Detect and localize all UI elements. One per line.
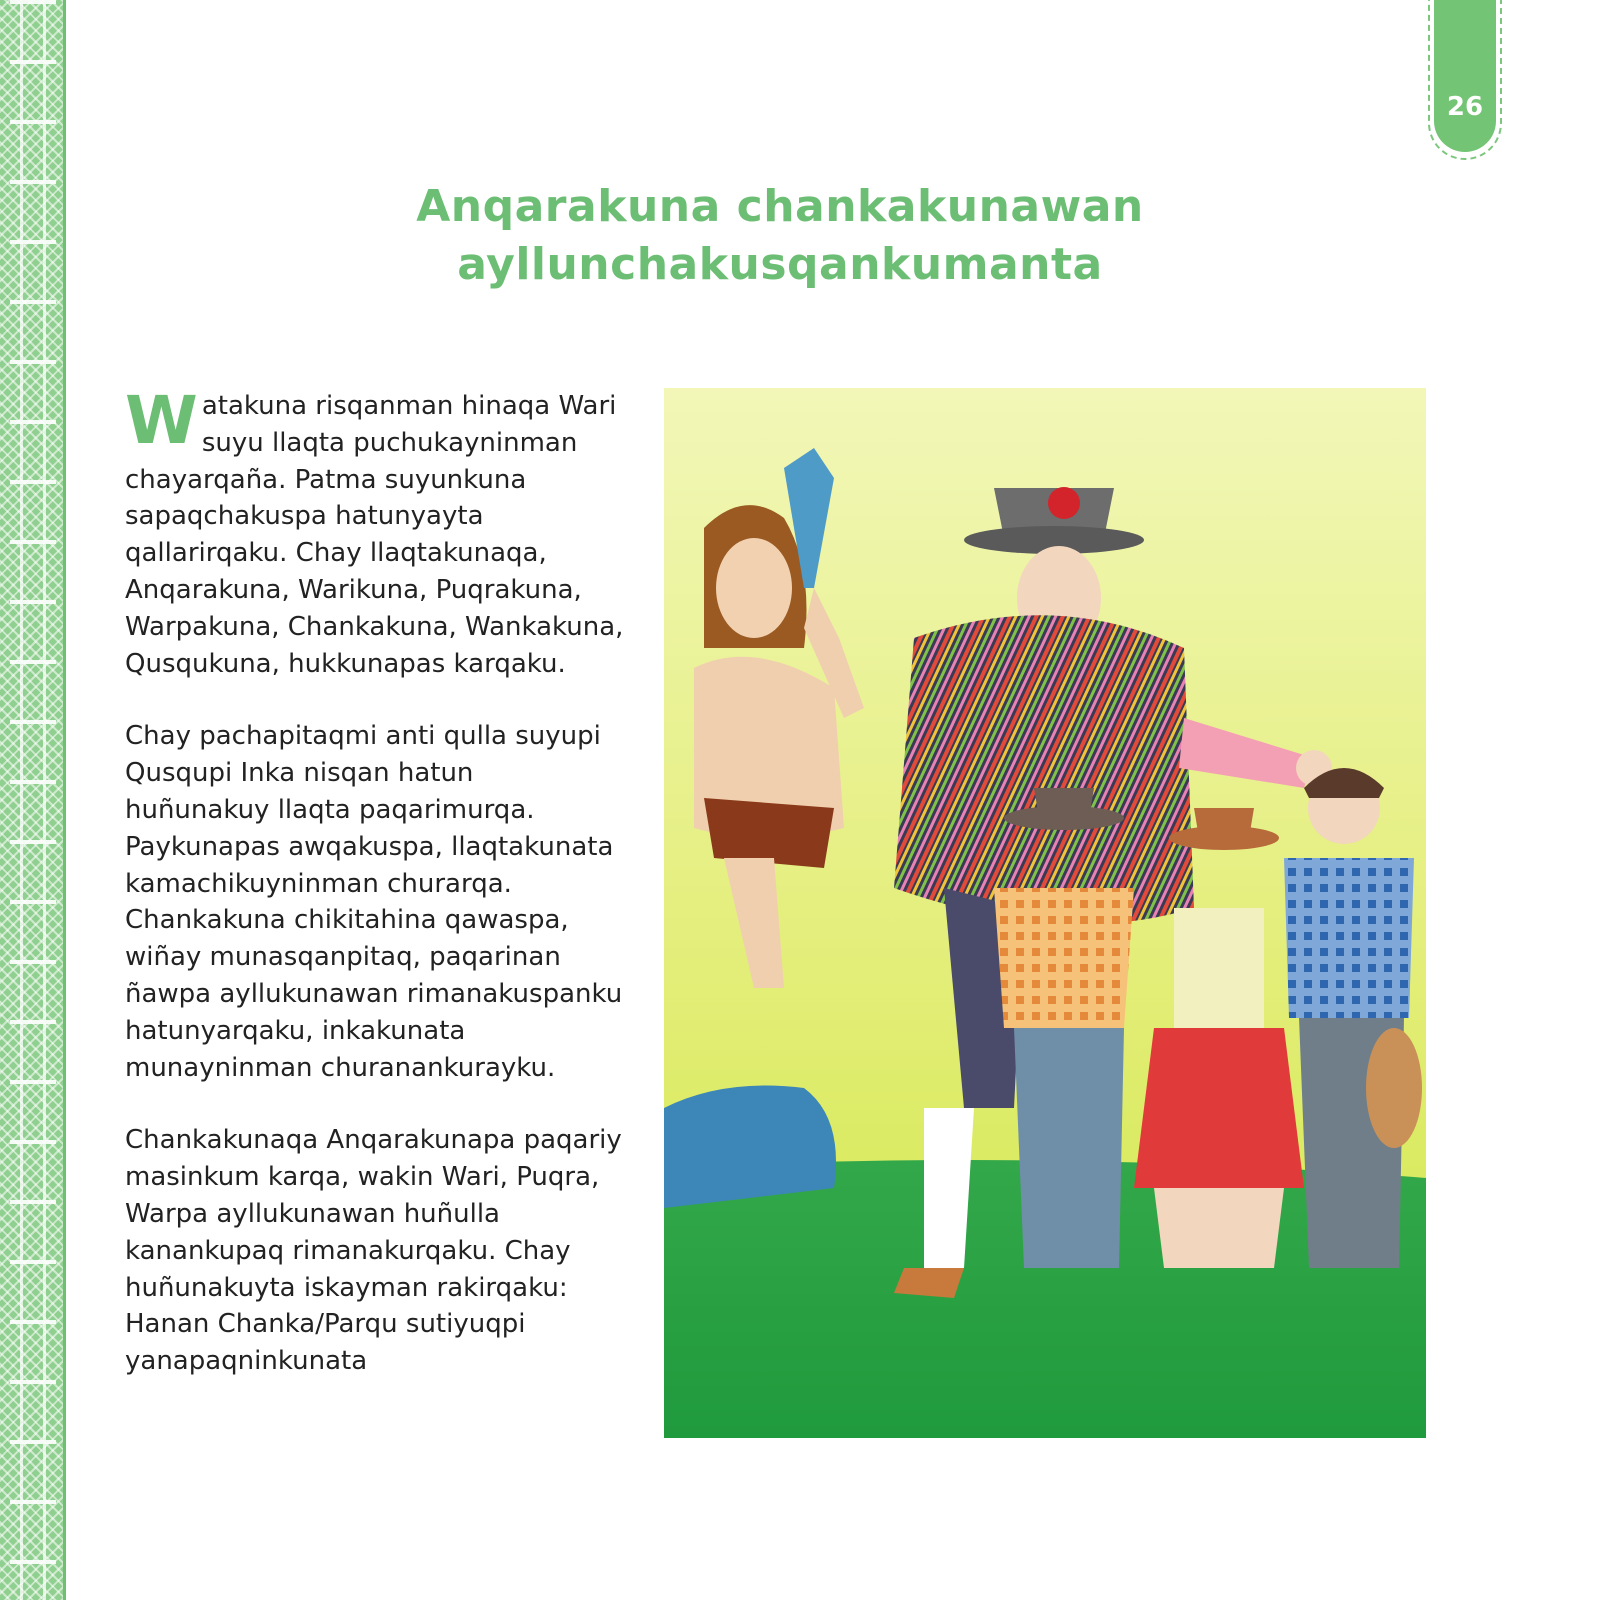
rock (664, 1086, 836, 1209)
page-number: 26 (1434, 0, 1496, 152)
drop-cap: W (125, 382, 198, 459)
title-line-2: ayllunchakusqankumanta (457, 239, 1103, 290)
illustration (664, 388, 1426, 1438)
paragraph-3: Chankakunaqa Anqarakunapa paqariy masinkum karqa, wakin Wari, Puqra, Warpa ayllukunawan huñulla kanankupaq rimanakurqaku. Chay huñunakuyta iskayman rakirqaku: Hanan Chanka/Parqu sutiyuqpi yanapaqninkunata (125, 1125, 622, 1377)
paragraph-1 (125, 382, 625, 682)
paragraph-2: Chay pachapitaqmi anti qulla suyupi Qusqupi Inka nisqan hatun huñunakuy llaqta paqarimurqa. Paykunapas awqakuspa, llaqtakunata kamachikuyninman churarqa. Chankakuna chikitahina qawaspa, wiñay munasqanpitaq, paqarinan ñawpa ayllukunawan rimanakuspanku hatunyarqaku, inkakunata munayninman churanankurayku. (125, 721, 623, 1083)
title-line-1: Anqarakuna chankakunawan (416, 181, 1144, 232)
decorative-side-border (0, 0, 66, 1600)
paragraph-1-text: atakuna risqanman hinaqa Wari suyu llaqta puchukayninman chayarqaña. Patma suyunkuna sapaqchakuspa hatunyayta qallarirqaku. Chay llaqtakunaqa, Anqarakuna, Warikuna, Puqrakuna, Warpakuna, Chankakuna, Wankakuna, Qusqukuna, hukkunapas karqaku. (125, 391, 624, 679)
page-title (380, 178, 1180, 294)
body-text (125, 382, 625, 1416)
